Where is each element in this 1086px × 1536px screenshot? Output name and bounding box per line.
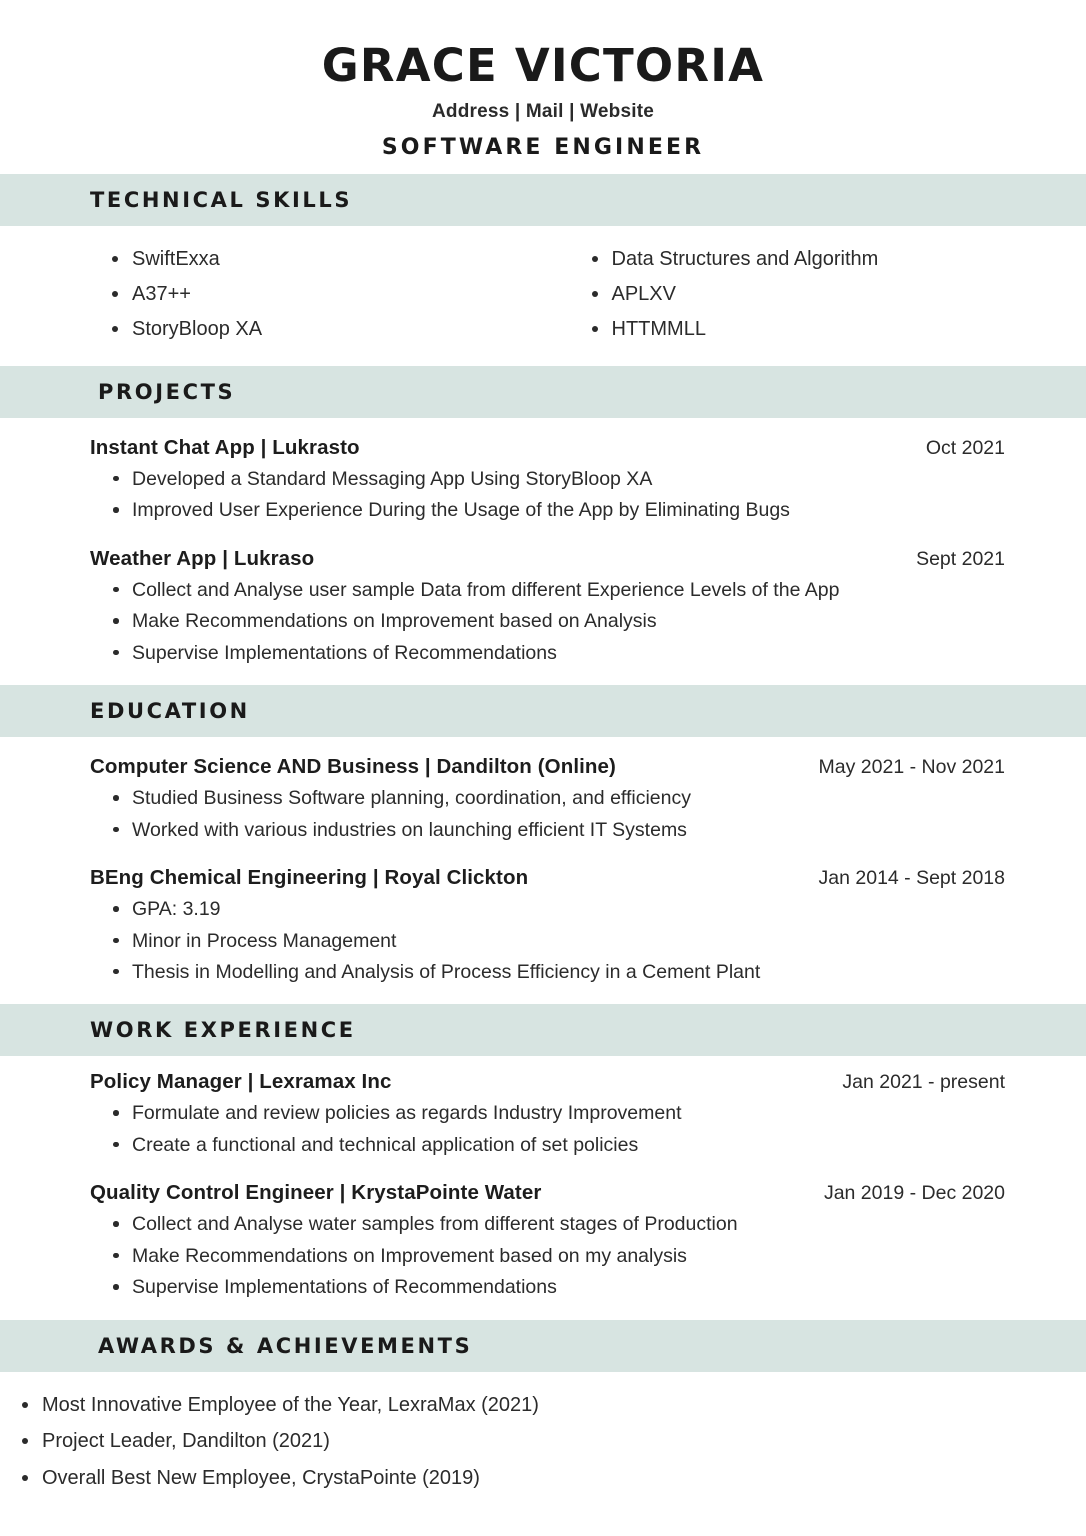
education-entry-header — [90, 866, 1005, 890]
list-item: HTTMMLL — [570, 314, 1006, 344]
work-entry-header — [90, 1181, 1005, 1205]
list-item: Most Innovative Employee of the Year, LexraMax (2021) — [0, 1390, 1086, 1420]
education-entry-header — [90, 755, 1005, 779]
resume-header — [0, 0, 1086, 174]
section-band-awards — [0, 1320, 1086, 1372]
list-item: Project Leader, Dandilton (2021) — [0, 1426, 1086, 1456]
list-item: Minor in Process Management — [90, 927, 1005, 955]
list-item: GPA: 3.19 — [90, 895, 1005, 923]
project-entry — [90, 436, 1005, 525]
education-title: BEng Chemical Engineering | Royal Clickton — [90, 866, 529, 890]
skills-list-left — [90, 244, 548, 345]
list-item: Supervise Implementations of Recommendations — [90, 639, 1005, 667]
project-bullets — [90, 465, 1005, 525]
skills-column-left — [90, 244, 548, 350]
list-item: Developed a Standard Messaging App Using StoryBloop XA — [90, 465, 1005, 493]
list-item: Thesis in Modelling and Analysis of Process Efficiency in a Cement Plant — [90, 958, 1005, 986]
section-heading-education: EDUCATION — [90, 699, 250, 724]
section-work-experience — [0, 1004, 1086, 1319]
work-entry-header — [90, 1070, 1005, 1094]
section-band-work-experience — [0, 1004, 1086, 1056]
work-title: Quality Control Engineer | KrystaPointe Water — [90, 1181, 542, 1205]
technical-skills-body — [0, 226, 1086, 366]
list-item: Improved User Experience During the Usage of the App by Eliminating Bugs — [90, 496, 1005, 524]
list-item: Create a functional and technical application of set policies — [90, 1131, 1005, 1159]
skills-columns — [90, 226, 1005, 366]
list-item: A37++ — [90, 279, 548, 309]
education-entry — [90, 866, 1005, 986]
list-item: Formulate and review policies as regards Industry Improvement — [90, 1099, 1005, 1127]
section-technical-skills — [0, 174, 1086, 366]
project-bullets — [90, 576, 1005, 667]
list-item: Collect and Analyse user sample Data from different Experience Levels of the App — [90, 576, 1005, 604]
section-heading-technical-skills: TECHNICAL SKILLS — [90, 187, 353, 212]
work-title: Policy Manager | Lexramax Inc — [90, 1070, 392, 1094]
project-entry — [90, 547, 1005, 667]
work-bullets — [90, 1210, 1005, 1301]
list-item: Worked with various industries on launching efficient IT Systems — [90, 816, 1005, 844]
contact-line: Address | Mail | Website — [431, 100, 655, 122]
skills-column-right — [548, 244, 1006, 350]
list-item: SwiftExxa — [90, 244, 548, 274]
education-body — [0, 737, 1086, 1004]
section-heading-work-experience: WORK EXPERIENCE — [90, 1018, 356, 1043]
awards-body — [0, 1372, 1086, 1519]
list-item: Overall Best New Employee, CrystaPointe (2019) — [0, 1463, 1086, 1493]
candidate-name: GRACE VICTORIA — [321, 39, 765, 92]
section-band-education — [0, 685, 1086, 737]
project-title: Weather App | Lukraso — [90, 546, 315, 570]
awards-list — [0, 1390, 1086, 1493]
project-date: Sept 2021 — [916, 547, 1005, 570]
section-projects — [0, 366, 1086, 685]
list-item: Data Structures and Algorithm — [570, 244, 1006, 274]
list-item: APLXV — [570, 279, 1006, 309]
section-heading-awards: AWARDS & ACHIEVEMENTS — [98, 1333, 473, 1358]
list-item: Make Recommendations on Improvement based on my analysis — [90, 1242, 1005, 1270]
project-entry-header — [90, 436, 1005, 460]
list-item: Studied Business Software planning, coordination, and efficiency — [90, 784, 1005, 812]
education-title: Computer Science AND Business | Dandilton (Online) — [90, 755, 616, 779]
work-entry — [90, 1181, 1005, 1301]
project-date: Oct 2021 — [925, 436, 1005, 459]
education-bullets — [90, 784, 1005, 844]
education-date: Jan 2014 - Sept 2018 — [818, 867, 1005, 890]
skills-list-right — [570, 244, 1006, 345]
project-title: Instant Chat App | Lukrasto — [90, 435, 360, 459]
list-item: Make Recommendations on Improvement based on Analysis — [90, 607, 1005, 635]
work-date: Jan 2021 - present — [842, 1071, 1005, 1094]
work-bullets — [90, 1099, 1005, 1159]
work-entry — [90, 1070, 1005, 1159]
education-date: May 2021 - Nov 2021 — [818, 756, 1005, 779]
section-awards-achievements — [0, 1320, 1086, 1519]
education-entry — [90, 755, 1005, 844]
education-bullets — [90, 895, 1005, 986]
work-date: Jan 2019 - Dec 2020 — [823, 1182, 1005, 1205]
section-education — [0, 685, 1086, 1004]
project-entry-header — [90, 547, 1005, 571]
work-experience-body — [0, 1056, 1086, 1319]
candidate-job-title: SOFTWARE ENGINEER — [381, 134, 705, 160]
section-heading-projects: PROJECTS — [98, 379, 236, 404]
list-item: Collect and Analyse water samples from different stages of Production — [90, 1210, 1005, 1238]
section-band-projects — [0, 366, 1086, 418]
list-item: StoryBloop XA — [90, 314, 548, 344]
projects-body — [0, 418, 1086, 685]
list-item: Supervise Implementations of Recommendations — [90, 1273, 1005, 1301]
section-band-technical-skills — [0, 174, 1086, 226]
